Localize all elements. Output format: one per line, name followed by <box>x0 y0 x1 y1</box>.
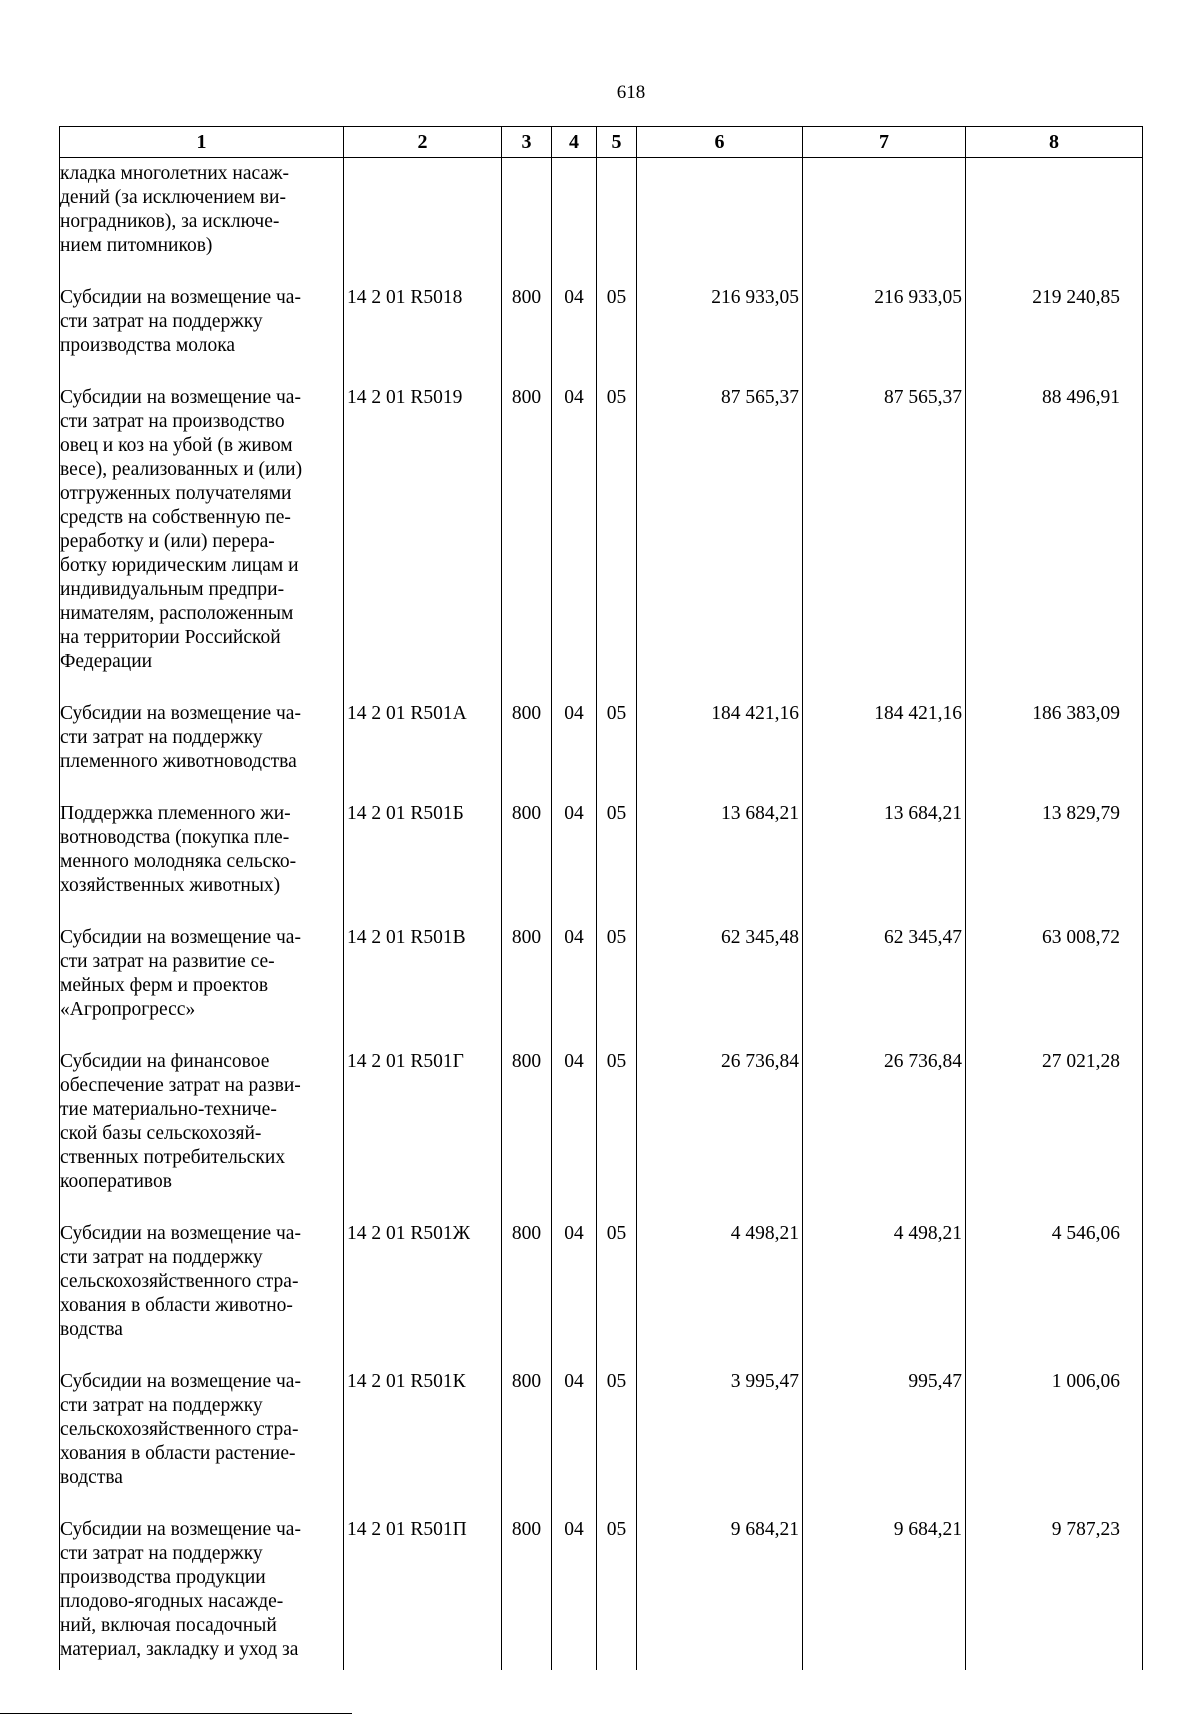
row-name-line: производства продукции <box>60 1567 266 1588</box>
row-name-line: Субсидии на финансовое <box>60 1051 270 1072</box>
table-row <box>60 1222 1143 1370</box>
row-name-line: Субсидии на возмещение ча- <box>60 1371 301 1392</box>
table-row <box>60 702 1143 802</box>
row-name-cell <box>60 1518 344 1670</box>
row-col6-cell <box>637 158 803 287</box>
row-name-line: отгруженных получателями <box>60 483 292 504</box>
row-name-line: обеспечение затрат на разви- <box>60 1075 301 1096</box>
column-header: 8 <box>966 127 1143 158</box>
row-col3-cell: 800 <box>502 1518 552 1670</box>
row-name-line: кооперативов <box>60 1171 172 1192</box>
table-row <box>60 926 1143 1050</box>
page-number: 618 <box>616 82 646 103</box>
row-col8-cell: 27 021,28 <box>966 1050 1143 1222</box>
row-name-line: овец и коз на убой (в живом <box>60 435 293 456</box>
row-name-line: на территории Российской <box>60 627 281 648</box>
row-name-cell <box>60 158 344 287</box>
row-name-cell <box>60 1370 344 1518</box>
row-col6-cell: 13 684,21 <box>637 802 803 926</box>
row-name-line: индивидуальным предпри- <box>60 579 285 600</box>
row-name-line: «Агропрогресс» <box>60 999 196 1020</box>
row-name-line: ноградников), за исключе- <box>60 211 280 232</box>
row-code-cell <box>344 158 502 287</box>
row-col7-cell <box>803 158 966 287</box>
row-name-line: Поддержка племенного жи- <box>60 803 291 824</box>
row-name-line: хования в области животно- <box>60 1295 293 1316</box>
table-header-row <box>60 127 1143 158</box>
row-col4-cell: 04 <box>552 926 597 1050</box>
table-row <box>60 286 1143 386</box>
row-col6-cell: 3 995,47 <box>637 1370 803 1518</box>
row-col5-cell: 05 <box>597 802 637 926</box>
row-code-cell: 14 2 01 R5019 <box>344 386 502 702</box>
row-name-line: Субсидии на возмещение ча- <box>60 703 301 724</box>
column-header: 7 <box>803 127 966 158</box>
row-name-line: Субсидии на возмещение ча- <box>60 287 301 308</box>
row-name-line: ственных потребительских <box>60 1147 286 1168</box>
row-col8-cell: 63 008,72 <box>966 926 1143 1050</box>
row-name-cell <box>60 1222 344 1370</box>
row-name-line: сти затрат на поддержку <box>60 1247 263 1268</box>
row-col6-cell: 9 684,21 <box>637 1518 803 1670</box>
row-col4-cell: 04 <box>552 1050 597 1222</box>
row-name-line: Субсидии на возмещение ча- <box>60 387 301 408</box>
column-header: 1 <box>60 127 344 158</box>
row-name-line: мейных ферм и проектов <box>60 975 269 996</box>
row-col8-cell: 13 829,79 <box>966 802 1143 926</box>
row-col7-cell: 9 684,21 <box>803 1518 966 1670</box>
row-col3-cell: 800 <box>502 1370 552 1518</box>
column-header: 2 <box>344 127 502 158</box>
row-col4-cell: 04 <box>552 286 597 386</box>
row-name-line: плодово-ягодных насажде- <box>60 1591 284 1612</box>
row-name-cell <box>60 286 344 386</box>
row-name-line: Субсидии на возмещение ча- <box>60 927 301 948</box>
row-code-cell: 14 2 01 R5018 <box>344 286 502 386</box>
row-col8-cell: 186 383,09 <box>966 702 1143 802</box>
table-row <box>60 158 1143 287</box>
row-name-cell <box>60 926 344 1050</box>
bottom-rule <box>0 1713 352 1714</box>
row-col5-cell: 05 <box>597 386 637 702</box>
row-col5-cell <box>597 158 637 287</box>
row-col8-cell <box>966 158 1143 287</box>
row-name-line: менного молодняка сельско- <box>60 851 297 872</box>
row-name-line: тие материально-техниче- <box>60 1099 277 1120</box>
row-col4-cell: 04 <box>552 1518 597 1670</box>
row-col5-cell: 05 <box>597 1222 637 1370</box>
row-name-line: материал, закладку и уход за <box>60 1639 299 1660</box>
row-col8-cell: 9 787,23 <box>966 1518 1143 1670</box>
row-col3-cell: 800 <box>502 1050 552 1222</box>
table-row <box>60 386 1143 702</box>
row-col3-cell: 800 <box>502 1222 552 1370</box>
row-col5-cell: 05 <box>597 926 637 1050</box>
row-name-line: Субсидии на возмещение ча- <box>60 1223 301 1244</box>
row-col5-cell: 05 <box>597 1050 637 1222</box>
row-name-line: ботку юридическим лицам и <box>60 555 299 576</box>
row-name-line: сти затрат на поддержку <box>60 1395 263 1416</box>
row-code-cell: 14 2 01 R501А <box>344 702 502 802</box>
row-name-cell <box>60 1050 344 1222</box>
table-row <box>60 1050 1143 1222</box>
row-name-line: хования в области растение- <box>60 1443 296 1464</box>
row-col6-cell: 26 736,84 <box>637 1050 803 1222</box>
row-name-line: кладка многолетних насаж- <box>60 163 290 184</box>
row-col7-cell: 995,47 <box>803 1370 966 1518</box>
row-col5-cell: 05 <box>597 1370 637 1518</box>
row-name-line: нием питомников) <box>60 235 213 256</box>
row-col6-cell: 4 498,21 <box>637 1222 803 1370</box>
row-col8-cell: 4 546,06 <box>966 1222 1143 1370</box>
row-col6-cell: 216 933,05 <box>637 286 803 386</box>
row-name-line: сельскохозяйственного стра- <box>60 1419 299 1440</box>
row-name-line: водства <box>60 1319 123 1340</box>
row-col3-cell: 800 <box>502 702 552 802</box>
row-col6-cell: 184 421,16 <box>637 702 803 802</box>
row-code-cell: 14 2 01 R501Б <box>344 802 502 926</box>
row-col7-cell: 26 736,84 <box>803 1050 966 1222</box>
row-col4-cell: 04 <box>552 386 597 702</box>
row-name-cell <box>60 802 344 926</box>
row-name-line: реработку и (или) перера- <box>60 531 275 552</box>
row-name-line: ской базы сельскохозяй- <box>60 1123 262 1144</box>
row-col4-cell: 04 <box>552 802 597 926</box>
row-name-cell <box>60 386 344 702</box>
row-col6-cell: 87 565,37 <box>637 386 803 702</box>
table-row <box>60 1518 1143 1670</box>
column-header: 4 <box>552 127 597 158</box>
row-name-line: племенного животноводства <box>60 751 297 772</box>
row-col3-cell: 800 <box>502 802 552 926</box>
row-col5-cell: 05 <box>597 286 637 386</box>
table-row <box>60 802 1143 926</box>
row-col8-cell: 219 240,85 <box>966 286 1143 386</box>
row-name-line: нимателям, расположенным <box>60 603 294 624</box>
row-name-line: сти затрат на производство <box>60 411 285 432</box>
row-col3-cell: 800 <box>502 286 552 386</box>
row-code-cell: 14 2 01 R501К <box>344 1370 502 1518</box>
row-name-line: Федерации <box>60 651 153 672</box>
row-col8-cell: 1 006,06 <box>966 1370 1143 1518</box>
column-header: 5 <box>597 127 637 158</box>
row-col4-cell <box>552 158 597 287</box>
table-row <box>60 1370 1143 1518</box>
row-name-line: сти затрат на развитие се- <box>60 951 275 972</box>
budget-table <box>59 126 1143 1670</box>
row-col3-cell: 800 <box>502 926 552 1050</box>
row-name-line: весе), реализованных и (или) <box>60 459 303 480</box>
row-name-line: сти затрат на поддержку <box>60 311 263 332</box>
row-col7-cell: 13 684,21 <box>803 802 966 926</box>
row-col6-cell: 62 345,48 <box>637 926 803 1050</box>
row-col3-cell: 800 <box>502 386 552 702</box>
row-col8-cell: 88 496,91 <box>966 386 1143 702</box>
row-name-line: средств на собственную пе- <box>60 507 291 528</box>
row-col7-cell: 4 498,21 <box>803 1222 966 1370</box>
row-name-line: вотноводства (покупка пле- <box>60 827 290 848</box>
row-col7-cell: 87 565,37 <box>803 386 966 702</box>
row-code-cell: 14 2 01 R501П <box>344 1518 502 1670</box>
row-col7-cell: 62 345,47 <box>803 926 966 1050</box>
row-col5-cell: 05 <box>597 702 637 802</box>
column-header: 6 <box>637 127 803 158</box>
row-col4-cell: 04 <box>552 1370 597 1518</box>
row-name-line: дений (за исключением ви- <box>60 187 286 208</box>
row-col3-cell <box>502 158 552 287</box>
row-col4-cell: 04 <box>552 1222 597 1370</box>
row-col7-cell: 216 933,05 <box>803 286 966 386</box>
row-name-line: ний, включая посадочный <box>60 1615 277 1636</box>
row-code-cell: 14 2 01 R501В <box>344 926 502 1050</box>
row-name-line: сельскохозяйственного стра- <box>60 1271 299 1292</box>
row-code-cell: 14 2 01 R501Ж <box>344 1222 502 1370</box>
row-col5-cell: 05 <box>597 1518 637 1670</box>
row-name-cell <box>60 702 344 802</box>
row-name-line: водства <box>60 1467 123 1488</box>
row-name-line: производства молока <box>60 335 236 356</box>
row-name-line: сти затрат на поддержку <box>60 1543 263 1564</box>
column-header: 3 <box>502 127 552 158</box>
row-name-line: сти затрат на поддержку <box>60 727 263 748</box>
row-code-cell: 14 2 01 R501Г <box>344 1050 502 1222</box>
row-name-line: хозяйственных животных) <box>60 875 281 896</box>
row-col7-cell: 184 421,16 <box>803 702 966 802</box>
row-col4-cell: 04 <box>552 702 597 802</box>
row-name-line: Субсидии на возмещение ча- <box>60 1519 301 1540</box>
table-body <box>60 158 1143 1671</box>
